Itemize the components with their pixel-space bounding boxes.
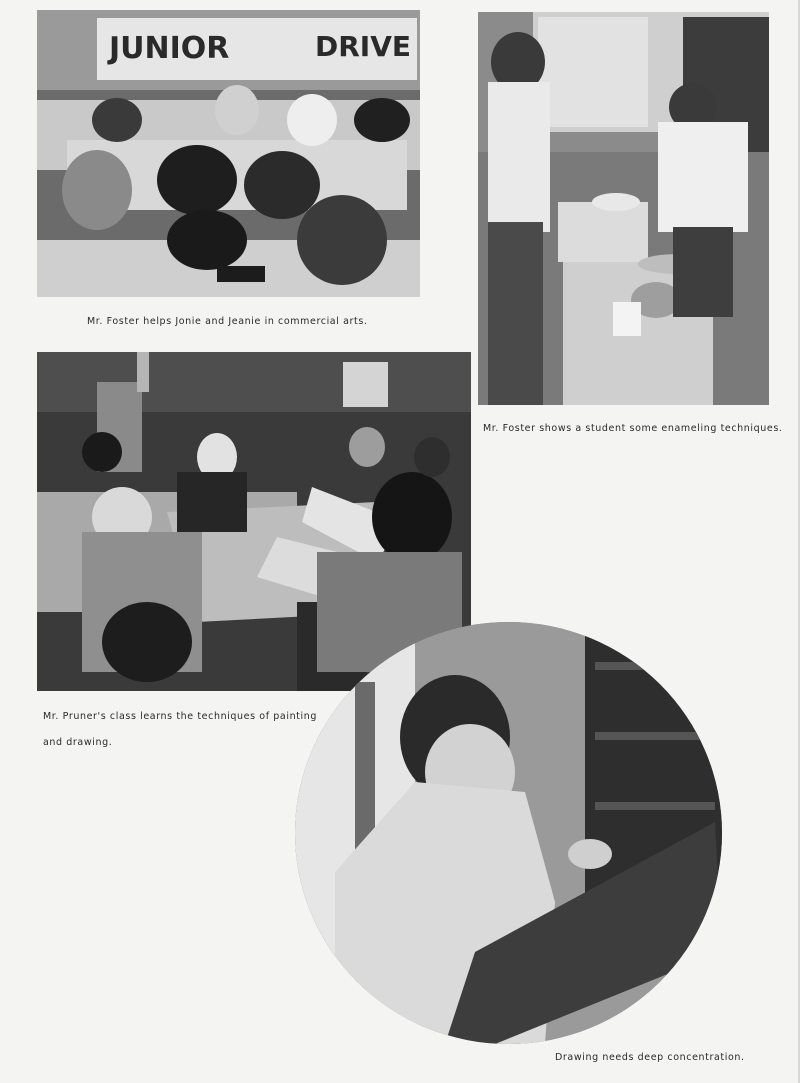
photo-commercial-arts: [37, 10, 420, 297]
photo-drawing-concentration: [295, 622, 722, 1044]
caption-enameling: Mr. Foster shows a student some enameling techniques.: [483, 423, 783, 434]
photo-enameling: [478, 12, 769, 405]
photo-painting-class: [37, 352, 471, 691]
banner-text-left: JUNIOR: [109, 31, 230, 66]
caption-painting-class-line-2: and drawing.: [43, 737, 113, 748]
banner-text-right: DRIVE: [315, 30, 412, 63]
caption-drawing-concentration: Drawing needs deep concentration.: [555, 1052, 745, 1063]
caption-commercial-arts: Mr. Foster helps Jonie and Jeanie in commercial arts.: [87, 316, 368, 327]
caption-painting-class-line-1: Mr. Pruner's class learns the techniques of painting: [43, 711, 318, 722]
